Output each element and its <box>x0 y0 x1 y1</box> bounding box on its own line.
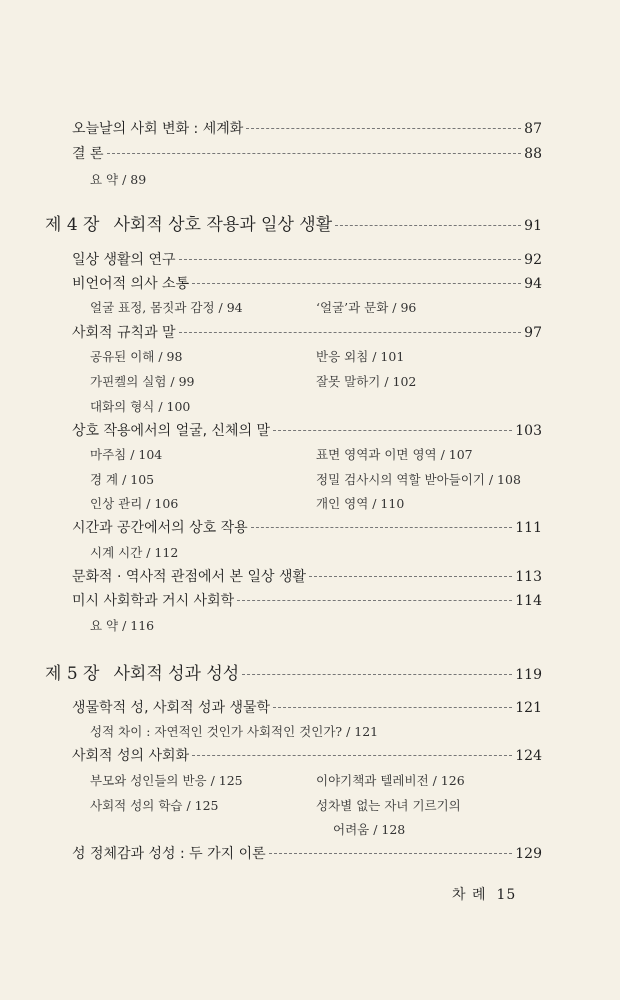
dot-leader <box>242 674 512 675</box>
entry-title: 사회적 성의 사회화 <box>72 748 190 764</box>
toc-entry <box>72 517 542 537</box>
toc-subentry: 개인 영역 / 110 <box>316 496 405 511</box>
toc-entry <box>72 143 542 163</box>
entry-title: 오늘날의 사회 변화 : 세계화 <box>72 121 244 137</box>
entry-page: 87 <box>524 121 542 137</box>
chapter-number: 제 5 장 <box>45 664 100 684</box>
chapter-heading <box>45 210 542 235</box>
dot-leader <box>179 259 522 260</box>
chapter-heading <box>45 659 542 684</box>
entry-page: 97 <box>524 325 542 341</box>
toc-subentry: 가핀켈의 실험 / 99 <box>90 374 195 389</box>
dot-leader <box>192 755 512 756</box>
dot-leader <box>251 527 513 528</box>
entry-page: 88 <box>524 146 542 162</box>
chapter-number: 제 4 장 <box>45 215 100 235</box>
entry-title: 비언어적 의사 소통 <box>72 276 190 292</box>
toc-subentry: 인상 관리 / 106 <box>90 496 179 511</box>
toc-entry <box>72 322 542 342</box>
dot-leader <box>335 225 521 226</box>
toc-entry <box>72 249 542 269</box>
chapter-title: 사회적 상호 작용과 일상 생활 <box>113 215 333 235</box>
toc-subentry: 경 계 / 105 <box>90 472 155 487</box>
toc-subentry: 시계 시간 / 112 <box>90 545 179 560</box>
entry-title: 생물학적 성, 사회적 성과 생물학 <box>72 700 271 716</box>
chapter-page: 119 <box>515 667 542 683</box>
toc-subentry: 어려움 / 128 <box>333 822 406 837</box>
dot-leader <box>309 576 512 577</box>
page-footer <box>452 884 516 904</box>
toc-subentry: 성차별 없는 자녀 기르기의 <box>316 798 461 813</box>
entry-title: 문화적 · 역사적 관점에서 본 일상 생활 <box>72 569 307 585</box>
entry-page: 94 <box>524 276 542 292</box>
entry-page: 103 <box>515 423 542 439</box>
dot-leader <box>246 128 521 129</box>
chapter-title: 사회적 성과 성성 <box>113 664 240 684</box>
entry-title: 일상 생활의 연구 <box>72 252 176 268</box>
toc-entry <box>72 745 542 765</box>
entry-page: 92 <box>524 252 542 268</box>
dot-leader <box>192 283 521 284</box>
toc-subentry: 잘못 말하기 / 102 <box>316 374 417 389</box>
dot-leader <box>273 707 512 708</box>
entry-title: 성 정체감과 성성 : 두 가지 이론 <box>72 846 266 862</box>
toc-entry <box>72 118 542 138</box>
toc-subentry: 요 약 / 89 <box>90 172 147 187</box>
toc-subentry: 성적 차이 : 자연적인 것인가 사회적인 것인가? / 121 <box>90 724 379 739</box>
entry-title: 상호 작용에서의 얼굴, 신체의 말 <box>72 423 271 439</box>
entry-title: 시간과 공간에서의 상호 작용 <box>72 520 248 536</box>
entry-page: 111 <box>515 520 542 536</box>
toc-subentry: 정밀 검사시의 역할 받아들이기 / 108 <box>316 472 521 487</box>
entry-page: 124 <box>515 748 542 764</box>
toc-subentry: 부모와 성인들의 반응 / 125 <box>90 773 243 788</box>
toc-entry <box>72 590 542 610</box>
toc-subentry: 반응 외침 / 101 <box>316 349 405 364</box>
toc-subentry: 요 약 / 116 <box>90 618 155 633</box>
entry-page: 113 <box>515 569 542 585</box>
toc-subentry: 공유된 이해 / 98 <box>90 349 183 364</box>
toc-subentry: 얼굴 표정, 몸짓과 감정 / 94 <box>90 300 243 315</box>
entry-title: 미시 사회학과 거시 사회학 <box>72 593 235 609</box>
toc-entry <box>72 566 542 586</box>
toc-entry <box>72 420 542 440</box>
entry-page: 121 <box>515 700 542 716</box>
toc-entry <box>72 843 542 863</box>
toc-subentry: 대화의 형식 / 100 <box>90 399 191 414</box>
dot-leader <box>269 853 513 854</box>
page-number: 15 <box>496 887 517 903</box>
dot-leader <box>273 430 512 431</box>
entry-page: 129 <box>515 846 542 862</box>
toc-subentry: ‘얼굴’과 문화 / 96 <box>316 300 417 315</box>
dot-leader <box>107 153 522 154</box>
entry-page: 114 <box>515 593 542 609</box>
dot-leader <box>179 332 522 333</box>
entry-title: 결 론 <box>72 146 104 162</box>
dot-leader <box>237 600 512 601</box>
toc-entry <box>72 273 542 293</box>
running-head: 차 례 <box>452 887 487 903</box>
toc-subentry: 이야기책과 텔레비전 / 126 <box>316 773 465 788</box>
chapter-page: 91 <box>524 218 542 234</box>
toc-subentry: 표면 영역과 이면 영역 / 107 <box>316 447 473 462</box>
toc-subentry: 마주침 / 104 <box>90 447 163 462</box>
entry-title: 사회적 규칙과 말 <box>72 325 176 341</box>
toc-subentry: 사회적 성의 학습 / 125 <box>90 798 219 813</box>
toc-entry <box>72 697 542 717</box>
